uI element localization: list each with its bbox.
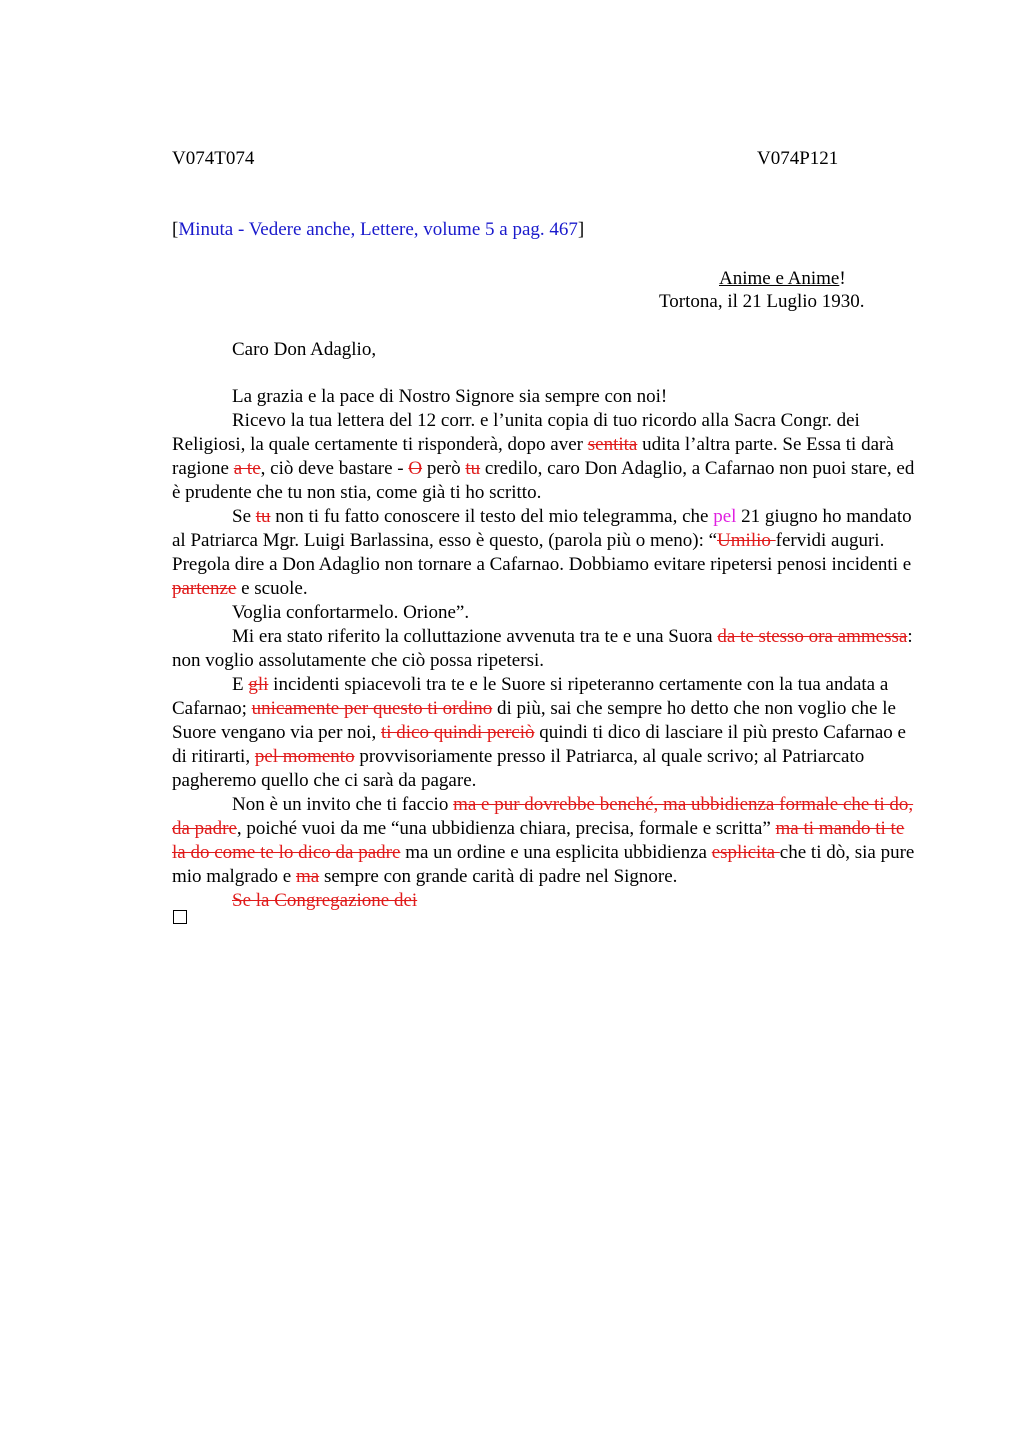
editorial-note-text: Minuta - Vedere anche, Lettere, volume 5 a pag. 467	[178, 219, 578, 240]
paragraph-2: Se tu non ti fu fatto conoscere il testo del mio telegramma, che pel 21 giugno ho mandato al Patriarca Mgr. Luigi Barlassina, esso è questo, (parola più o meno): “Umilio fervidi auguri. Pregola dire a Don Adaglio non tornare a Cafarnao. Dobbiamo evitare ripetersi penosi incidenti e partenze e scuole.	[172, 506, 912, 599]
paragraph-4: Mi era stato riferito la colluttazione avvenuta tra te e una Suora da te stesso ora ammessa: non voglio assolutamente che ciò possa ripetersi.	[172, 626, 913, 671]
paragraph-5: E gli incidenti spiacevoli tra te e le Suore si ripeteranno certamente con la tua andata a Cafarnao; unicamente per questo ti ordino di più, sai che sempre ho detto che non voglio che le Suore vengano via per noi, ti dico quindi perciò quindi ti dico di lasciare il più presto Cafarnao e di ritirarti, pel momento provvisoriamente presso il Patriarca, al quale scrivo; al Patriarcato pagheremo quello che ci sarà da pagare.	[172, 674, 906, 791]
paragraph-7: Se la Congregazione dei	[232, 890, 418, 911]
document-code-right: V074P121	[757, 148, 839, 169]
editorial-note: [Minuta - Vedere anche, Lettere, volume 5 a pag. 467]	[172, 219, 585, 240]
salutation: Caro Don Adaglio,	[232, 339, 377, 360]
document-code-left: V074T074	[172, 148, 255, 169]
letter-body	[172, 385, 917, 913]
place-date: Tortona, il 21 Luglio 1930.	[659, 291, 865, 312]
greeting: La grazia e la pace di Nostro Signore sia sempre con noi!	[232, 386, 668, 407]
empty-checkbox-icon	[173, 910, 187, 924]
motto: Anime e Anime!	[719, 268, 846, 289]
paragraph-1: Ricevo la tua lettera del 12 corr. e l’unita copia di tuo ricordo alla Sacra Congr. dei Religiosi, la quale certamente ti risponderà, dopo aver sentita udita l’altra parte. Se Essa ti darà ragione a te, ciò deve bastare - O però tu credilo, caro Don Adaglio, a Cafarnao non puoi stare, ed è prudente che tu non stia, come già ti ho scritto.	[172, 410, 915, 503]
paragraph-3: Voglia confortarmelo. Orione”.	[232, 602, 470, 623]
paragraph-6: Non è un invito che ti faccio ma e pur dovrebbe benché, ma ubbidienza formale che ti do, da padre, poiché vuoi da me “una ubbidienza chiara, precisa, formale e scritta” ma ti mando ti te la do come te lo dico da padre ma un ordine e una esplicita ubbidienza esplicita che ti dò, sia pure mio malgrado e ma sempre con grande carità di padre nel Signore.	[172, 794, 915, 887]
